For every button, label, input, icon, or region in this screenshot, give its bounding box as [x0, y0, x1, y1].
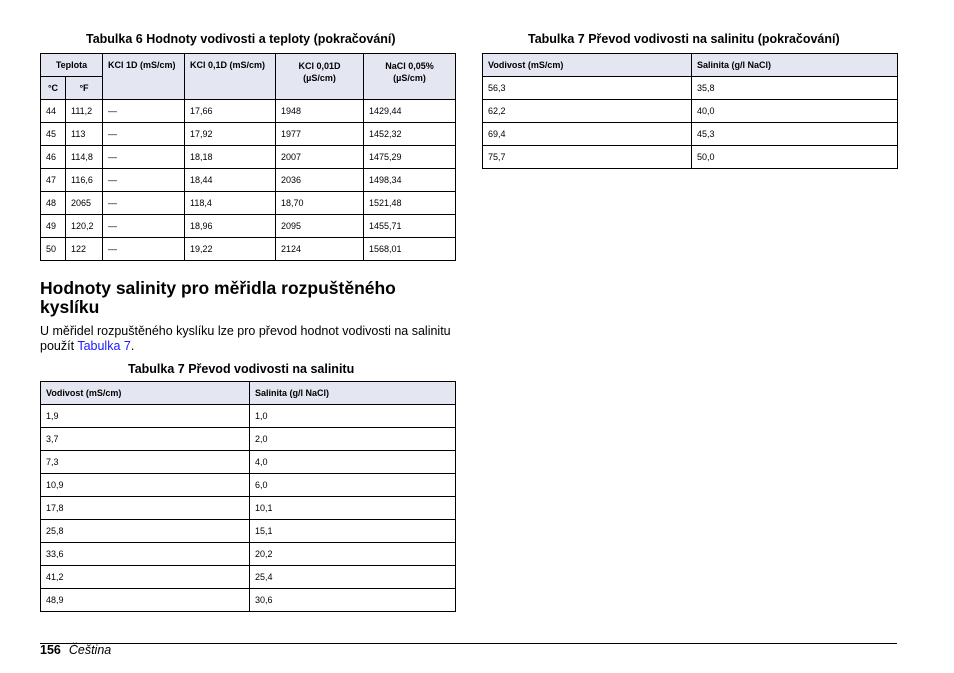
table-cell: 17,8	[41, 497, 250, 520]
page-footer	[40, 643, 111, 657]
table-cell: 30,6	[250, 589, 456, 612]
table-cell: 114,8	[66, 146, 103, 169]
table-cell: 49	[41, 215, 66, 238]
header-kcl01: KCl 0,1D (mS/cm)	[185, 54, 276, 100]
table-cell: 10,1	[250, 497, 456, 520]
table-row	[41, 451, 456, 474]
table-cell: 2095	[276, 215, 364, 238]
table-cell: 113	[66, 123, 103, 146]
table-cell: 2036	[276, 169, 364, 192]
table-cell: 1568,01	[364, 238, 456, 261]
header-fahrenheit: °F	[66, 77, 103, 100]
table7	[40, 381, 456, 612]
table-cell: —	[103, 215, 185, 238]
paragraph-text: U měřidel rozpuštěného kyslíku lze pro převod hodnot vodivosti na salinitu použít	[40, 324, 451, 353]
table-cell: 25,8	[41, 520, 250, 543]
table-cell: 19,22	[185, 238, 276, 261]
table-cell: 48,9	[41, 589, 250, 612]
section-paragraph	[40, 324, 460, 354]
header-vodivost: Vodivost (mS/cm)	[483, 54, 692, 77]
table-cell: 56,3	[483, 77, 692, 100]
table-cell: 122	[66, 238, 103, 261]
table-row	[41, 405, 456, 428]
table6-caption: Tabulka 6 Hodnoty vodivosti a teploty (pokračování)	[86, 32, 396, 46]
table7-caption: Tabulka 7 Převod vodivosti na salinitu	[128, 362, 355, 376]
table-row	[41, 169, 456, 192]
table-cell: 46	[41, 146, 66, 169]
section-heading: Hodnoty salinity pro měřidla rozpuštěného kyslíku	[40, 278, 396, 317]
table-row	[41, 543, 456, 566]
table-cell: 75,7	[483, 146, 692, 169]
table-cell: 20,2	[250, 543, 456, 566]
table-cell: 1452,32	[364, 123, 456, 146]
table-cell: 10,9	[41, 474, 250, 497]
table-cell: 1,9	[41, 405, 250, 428]
table-cell: 111,2	[66, 100, 103, 123]
table-cell: 18,18	[185, 146, 276, 169]
header-salinita: Salinita (g/l NaCl)	[692, 54, 898, 77]
table-cell: 118,4	[185, 192, 276, 215]
table-row	[41, 146, 456, 169]
table-cell: —	[103, 192, 185, 215]
table7-link[interactable]: Tabulka 7	[77, 339, 131, 353]
table-cell: 50,0	[692, 146, 898, 169]
table-row	[41, 215, 456, 238]
table-cell: 45,3	[692, 123, 898, 146]
table-cell: 15,1	[250, 520, 456, 543]
table-cell: 62,2	[483, 100, 692, 123]
table-cell: —	[103, 146, 185, 169]
table6	[40, 53, 456, 261]
table-row	[41, 566, 456, 589]
table-cell: 47	[41, 169, 66, 192]
table-cell: 18,70	[276, 192, 364, 215]
table-cell: 48	[41, 192, 66, 215]
table-cell: 7,3	[41, 451, 250, 474]
header-kcl1: KCl 1D (mS/cm)	[103, 54, 185, 100]
table-cell: 50	[41, 238, 66, 261]
table-row	[41, 520, 456, 543]
table-row	[41, 497, 456, 520]
table-row	[41, 238, 456, 261]
table-cell: 40,0	[692, 100, 898, 123]
table-cell: 1,0	[250, 405, 456, 428]
table-cell: 1498,34	[364, 169, 456, 192]
table-cell: —	[103, 123, 185, 146]
header-celsius: °C	[41, 77, 66, 100]
footer-rule	[40, 643, 897, 644]
header-salinita: Salinita (g/l NaCl)	[250, 382, 456, 405]
table-cell: 17,66	[185, 100, 276, 123]
page-number: 156	[40, 643, 61, 657]
table-cell: 1429,44	[364, 100, 456, 123]
table-row	[483, 77, 898, 100]
table-cell: 69,4	[483, 123, 692, 146]
table-cell: 1455,71	[364, 215, 456, 238]
table-row	[41, 474, 456, 497]
table7-continued	[482, 53, 898, 169]
table-cell: 41,2	[41, 566, 250, 589]
table-cell: 3,7	[41, 428, 250, 451]
table-cell: 2124	[276, 238, 364, 261]
table-row	[483, 100, 898, 123]
table-cell: 1475,29	[364, 146, 456, 169]
table-cell: 35,8	[692, 77, 898, 100]
table-cell: 120,2	[66, 215, 103, 238]
table-row	[483, 123, 898, 146]
header-kcl001: KCl 0,01D (µS/cm)	[276, 54, 364, 100]
header-nacl: NaCl 0,05% (µS/cm)	[364, 54, 456, 100]
table-row	[41, 428, 456, 451]
table-cell: 1948	[276, 100, 364, 123]
table-cell: 2065	[66, 192, 103, 215]
table-cell: —	[103, 169, 185, 192]
table-cell: 33,6	[41, 543, 250, 566]
table-cell: —	[103, 100, 185, 123]
table-cell: 45	[41, 123, 66, 146]
paragraph-end: .	[130, 339, 135, 353]
table-cell: 6,0	[250, 474, 456, 497]
table-row	[41, 123, 456, 146]
table-row	[483, 146, 898, 169]
table-row	[41, 100, 456, 123]
table-row	[41, 589, 456, 612]
header-teplota: Teplota	[41, 54, 103, 77]
table-row	[41, 192, 456, 215]
table-cell: 18,96	[185, 215, 276, 238]
table-cell: 1521,48	[364, 192, 456, 215]
table-cell: 2007	[276, 146, 364, 169]
table-cell: 1977	[276, 123, 364, 146]
table-cell: 25,4	[250, 566, 456, 589]
table-cell: —	[103, 238, 185, 261]
table-cell: 44	[41, 100, 66, 123]
table-cell: 4,0	[250, 451, 456, 474]
table-cell: 17,92	[185, 123, 276, 146]
table-cell: 2,0	[250, 428, 456, 451]
table-cell: 18,44	[185, 169, 276, 192]
table7-cont-caption: Tabulka 7 Převod vodivosti na salinitu (pokračování)	[528, 32, 840, 46]
table-cell: 116,6	[66, 169, 103, 192]
header-vodivost: Vodivost (mS/cm)	[41, 382, 250, 405]
footer-language: Čeština	[68, 643, 112, 657]
